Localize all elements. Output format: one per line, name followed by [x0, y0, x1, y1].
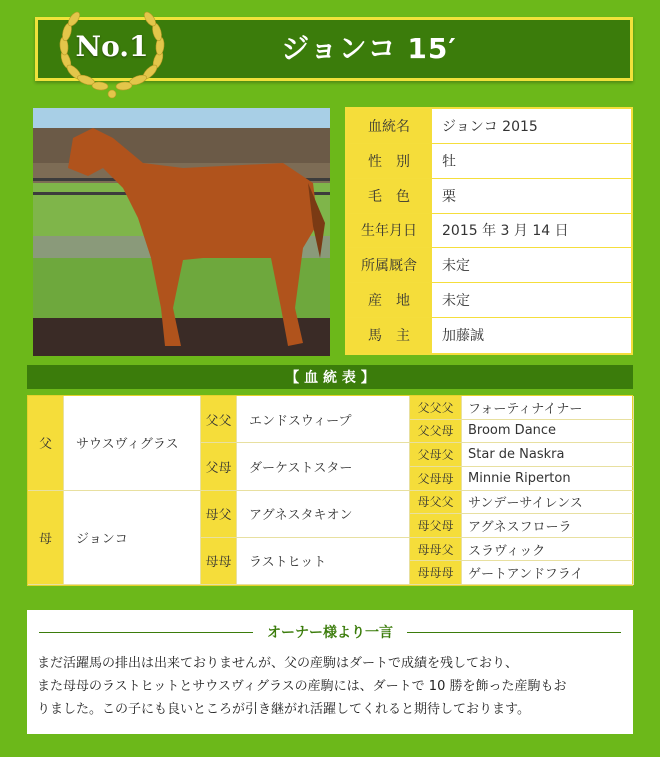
- mm-name: ラストヒット: [237, 538, 410, 585]
- comment-line: また母母のラストヒットとサウスヴィグラスの産駒には、ダートで 10 勝を飾った産駒もお: [37, 679, 567, 694]
- info-label: 産 地: [347, 283, 432, 317]
- divider: [407, 632, 621, 633]
- divider: [39, 632, 253, 633]
- dam-label: 母: [28, 491, 64, 586]
- info-label: 所属厩舎: [347, 248, 432, 282]
- info-label: 血統名: [347, 109, 432, 143]
- rank-badge: No.1: [75, 30, 149, 63]
- dam-name: ジョンコ: [64, 491, 201, 586]
- g3-name: Broom Dance: [462, 420, 634, 444]
- info-row: [347, 283, 631, 318]
- g3-label: 母母父: [410, 538, 462, 562]
- info-row: [347, 214, 631, 249]
- g3-label: 父母父: [410, 443, 462, 467]
- info-value: ジョンコ 2015: [442, 118, 538, 135]
- pedigree-table: [27, 395, 633, 586]
- ff-label: 父父: [201, 396, 237, 443]
- g3-label: 父父母: [410, 420, 462, 444]
- g3-label: 母母母: [410, 561, 462, 585]
- pedigree-title: 【 血 統 表 】: [27, 365, 633, 389]
- info-value: 加藤誠: [442, 328, 484, 345]
- g3-label: 母父父: [410, 491, 462, 515]
- laurel-badge-icon: [52, 2, 172, 102]
- g3-label: 母父母: [410, 514, 462, 538]
- horse-info-table: [345, 107, 633, 355]
- info-label: 馬 主: [347, 318, 432, 353]
- info-value: 牡: [442, 153, 456, 170]
- info-label: 毛 色: [347, 179, 432, 213]
- g3-name: Minnie Riperton: [462, 467, 634, 491]
- info-row: [347, 248, 631, 283]
- fm-name: ダーケストスター: [237, 443, 410, 490]
- g3-name: ゲートアンドフライ: [462, 561, 634, 585]
- comment-body: [37, 652, 623, 721]
- mm-label: 母母: [201, 538, 237, 585]
- g3-name: アグネスフローラ: [462, 514, 634, 538]
- g3-label: 父父父: [410, 396, 462, 420]
- info-label: 生年月日: [347, 214, 432, 248]
- info-value: 2015 年 3 月 14 日: [442, 223, 569, 240]
- ff-name: エンドスウィープ: [237, 396, 410, 443]
- comment-line: りました。この子にも良いところが引き継がれ活躍してくれると期待しております。: [37, 702, 530, 717]
- g3-name: フォーティナイナー: [462, 396, 634, 420]
- g3-name: スラヴィック: [462, 538, 634, 562]
- sire-label: 父: [28, 396, 64, 491]
- info-row: [347, 318, 631, 353]
- sire-name: サウスヴィグラス: [64, 396, 201, 491]
- info-label: 性 別: [347, 144, 432, 178]
- horse-photo: [33, 108, 330, 356]
- comment-heading: [39, 622, 621, 642]
- info-value: 未定: [442, 258, 470, 275]
- info-row: [347, 144, 631, 179]
- mf-label: 母父: [201, 491, 237, 538]
- fm-label: 父母: [201, 443, 237, 490]
- g3-name: Star de Naskra: [462, 443, 634, 467]
- info-row: [347, 179, 631, 214]
- comment-line: まだ活躍馬の排出は出来ておりませんが、父の産駒はダートで成績を残しており、: [37, 656, 519, 671]
- mf-name: アグネスタキオン: [237, 491, 410, 538]
- comment-title: オーナー様より一言: [267, 625, 393, 641]
- info-value: 栗: [442, 188, 456, 205]
- page-title: ジョンコ 15′: [281, 32, 457, 65]
- info-value: 未定: [442, 293, 470, 310]
- g3-label: 父母母: [410, 467, 462, 491]
- g3-name: サンデーサイレンス: [462, 491, 634, 515]
- info-row: [347, 109, 631, 144]
- owner-comment-box: [27, 610, 633, 734]
